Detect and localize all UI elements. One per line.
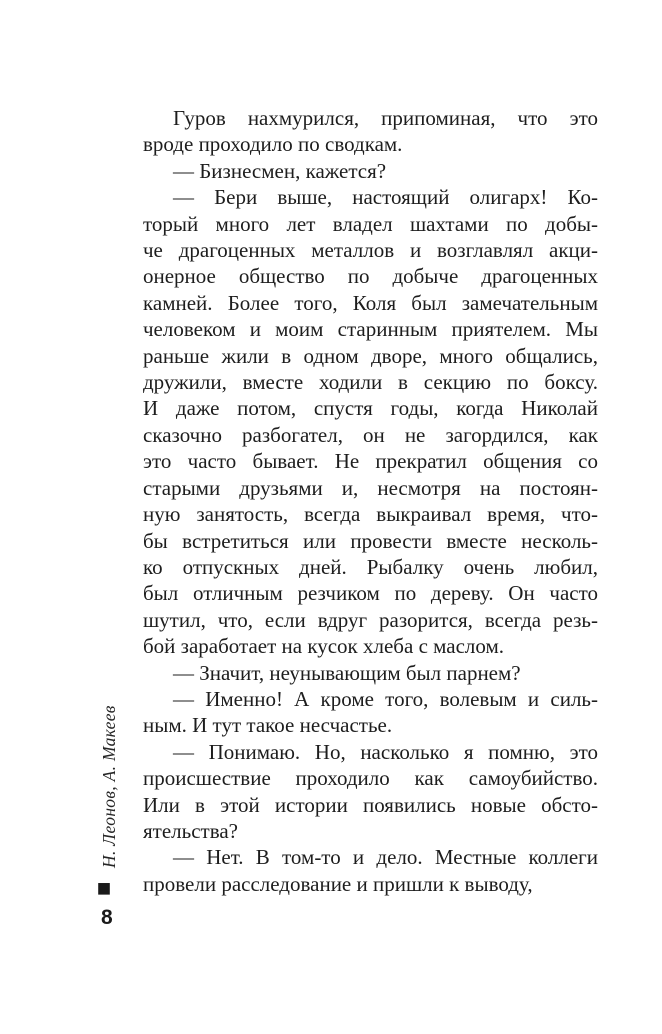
authors-sidebar-label: Н. Леонов, А. Макеев bbox=[99, 705, 119, 868]
text-line: — Значит, неунывающим был парнем? bbox=[173, 660, 521, 685]
text-line: раньше жили в одном дворе, много общались, bbox=[143, 343, 598, 368]
text-line: сказочно разбогател, он не загордился, как bbox=[143, 422, 598, 447]
text-line: старыми друзьями и, несмотря на постоян- bbox=[143, 475, 598, 500]
text-line: провели расследование и пришли к выводу, bbox=[143, 871, 533, 896]
page-text bbox=[143, 105, 598, 897]
text-line: Или в этой истории появились новые обсто- bbox=[143, 792, 598, 817]
text-line: камней. Более того, Коля был замечательным bbox=[143, 290, 598, 315]
text-line: — Нет. В том-то и дело. Местные коллеги bbox=[173, 845, 598, 870]
page-number: 8 bbox=[101, 906, 113, 929]
text-line: дружили, вместе ходили в секцию по боксу. bbox=[143, 370, 598, 395]
text-line: это часто бывает. Не прекратил общения со bbox=[143, 449, 598, 474]
text-line: ятельства? bbox=[143, 818, 238, 843]
text-line: бой заработает на кусок хлеба с маслом. bbox=[143, 634, 505, 659]
text-line: торый много лет владел шахтами по добы- bbox=[143, 211, 598, 236]
text-line: — Бизнесмен, кажется? bbox=[173, 158, 387, 183]
text-line: ко отпускных дней. Рыбалку очень любил, bbox=[143, 554, 598, 579]
section-marker-icon: ■ bbox=[96, 880, 112, 898]
text-line: ным. И тут такое несчастье. bbox=[143, 713, 393, 738]
text-line: че драгоценных металлов и возглавлял акци- bbox=[143, 238, 598, 263]
text-line: вроде проходило по сводкам. bbox=[143, 132, 403, 157]
text-line: происшествие проходило как самоубийство. bbox=[143, 766, 598, 791]
text-line: — Бери выше, настоящий олигарх! Ко- bbox=[173, 185, 598, 210]
text-line: бы встретиться или провести вместе несколь- bbox=[143, 528, 598, 553]
text-line: Гуров нахмурился, припоминая, что это bbox=[173, 106, 598, 130]
text-line: И даже потом, спустя годы, когда Николай bbox=[143, 396, 598, 421]
text-line: человеком и моим старинным приятелем. Мы bbox=[143, 317, 598, 342]
text-line: онерное общество по добыче драгоценных bbox=[143, 264, 598, 289]
text-line: ную занятость, всегда выкраивал время, что- bbox=[143, 502, 598, 527]
text-line: — Именно! А кроме того, волевым и силь- bbox=[173, 686, 598, 711]
text-line: — Понимаю. Но, насколько я помню, это bbox=[173, 739, 598, 764]
text-line: шутил, что, если вдруг разорится, всегда резь- bbox=[143, 607, 598, 632]
text-line: был отличным резчиком по дереву. Он часто bbox=[143, 581, 598, 606]
